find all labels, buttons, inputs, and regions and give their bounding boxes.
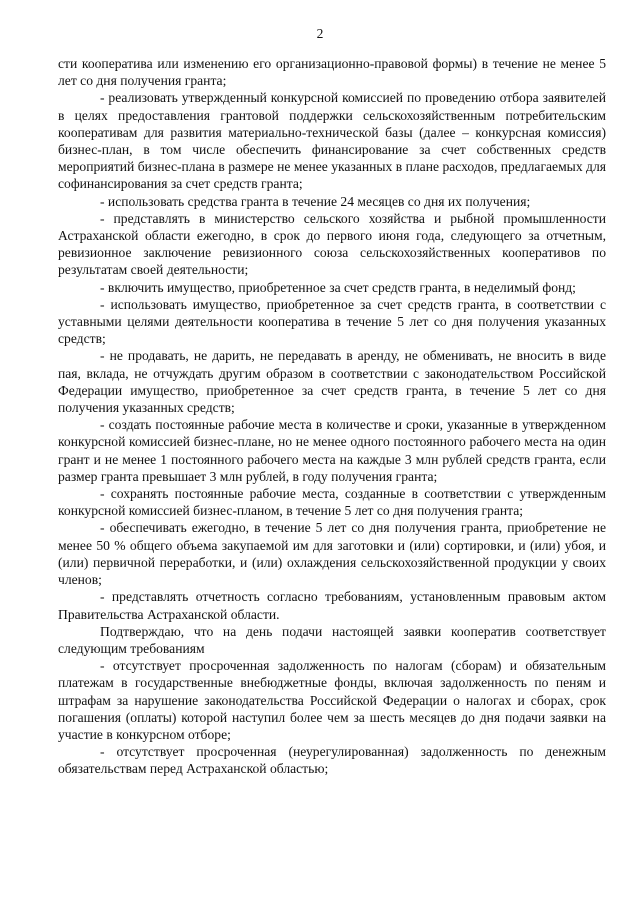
page-number: 2: [316, 26, 324, 41]
paragraph-confirmation: Подтверждаю, что на день подачи настоящей заявки кооператив соответствует следующим требованиям: [58, 623, 606, 656]
paragraph-use-grant-funds: - использовать средства гранта в течение 24 месяцев со дня их получения;: [100, 193, 531, 209]
paragraph-reporting: - представлять отчетность согласно требованиям, установленным правовым актом Правительства Астраханской области.: [58, 589, 606, 622]
paragraph-no-region-debt: - отсутствует просроченная (неурегулированная) задолженность по денежным обязательствам перед Астраханской областью;: [58, 744, 606, 777]
paragraph-continuation: сти кооператива или изменению его организационно-правовой формы) в течение не менее 5 лет со дня получения гранта;: [58, 56, 606, 89]
paragraph-audit-report: - представлять в министерство сельского хозяйства и рыбной промышленности Астраханской области ежегодно, в срок до первого июня года, следующего за отчетным, ревизионное заключение ревизионного союза сельскохозяйственных кооперативов по результатам своей деятельности;: [58, 210, 606, 278]
paragraph-implement-business-plan: - реализовать утвержденный конкурсной комиссией по проведению отбора заявителей в целях предоставления грантовой поддержки сельскохозяйственным потребительским кооперативам для развития материально-технической базы (далее – конкурсная комиссия) бизнес-план, в том числе обеспечить финансирование за счет собственных средств мероприятий бизнес-плана в размере не менее указанных в плане расходов, предлагаемых для софинансирования за счет средств гранта;: [58, 90, 606, 192]
paragraph-no-tax-debt: - отсутствует просроченная задолженность по налогам (сборам) и обязательным платежам в государственные внебюджетные фонды, включая задолженность по пеням и штрафам за нарушение законодательства Российской Федерации о налогах и сборах, срок погашения (оплаты) которой наступил более чем за шесть месяцев до дня подачи заявки на участие в конкурсном отборе;: [58, 658, 606, 742]
paragraph-no-alienation: - не продавать, не дарить, не передавать в аренду, не обменивать, не вносить в виде пая, вклада, не отчуждать другим образом в соответствии с законодательством Российской Федерации имущество, приобретенное за счет средств гранта, в течение 5 лет со дня получения указанных средств;: [58, 348, 606, 416]
paragraph-keep-jobs: - сохранять постоянные рабочие места, созданные в соответствии с утвержденным конкурсной комиссией бизнес-планом, в течение 5 лет со дня получения гранта;: [58, 486, 606, 519]
paragraph-indivisible-fund: - включить имущество, приобретенное за счет средств гранта, в неделимый фонд;: [100, 279, 576, 295]
paragraph-create-jobs: - создать постоянные рабочие места в количестве и сроки, указанные в утвержденном конкурсной комиссией бизнес-плане, но не менее одного постоянного рабочего места на один грант и не менее 1 постоянного рабочего места на каждые 3 млн рублей средств гранта, если размер гранта превышает 3 млн рублей, в году получения гранта;: [58, 417, 606, 484]
document-body: [58, 55, 606, 778]
paragraph-use-property: - использовать имущество, приобретенное за счет средств гранта, в соответствии с уставными целями деятельности кооператива в течение 5 лет со дня получения указанных средств;: [58, 296, 606, 347]
paragraph-purchase-share: - обеспечивать ежегодно, в течение 5 лет со дня получения гранта, приобретение не менее 50 % общего объема закупаемой им для заготовки и (или) сортировки, и (или) убоя, и (или) первичной переработки, и (или) охлаждения сельскохозяйственной продукции у своих членов;: [58, 520, 606, 588]
